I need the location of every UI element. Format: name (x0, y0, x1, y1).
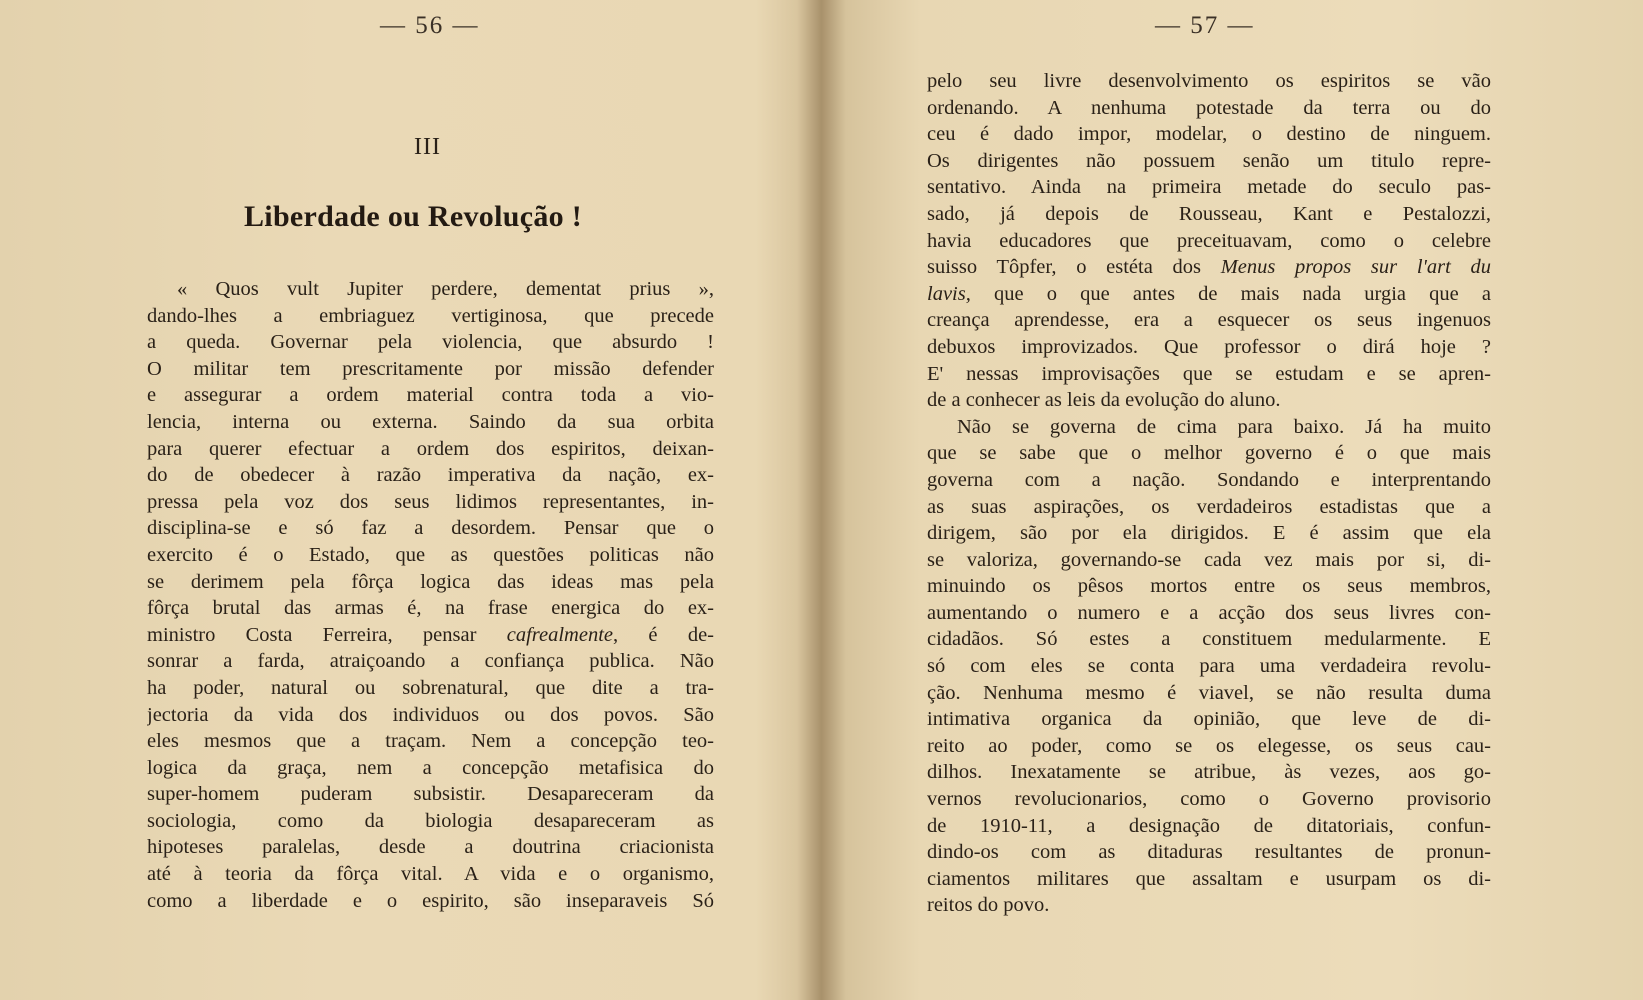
text-line-with-italic (927, 254, 1491, 281)
chapter-title: Liberdade ou Revolução ! (244, 200, 583, 233)
text-line: reitos do povo. (927, 894, 1050, 917)
text-line: dirigem, são por ela dirigidos. E é assim que ela (927, 522, 1491, 545)
text-line: disciplina-se e só faz a desordem. Pensar que o (147, 517, 714, 540)
text-line: reito ao poder, como se os elegesse, os seus cau- (927, 734, 1491, 757)
text-line: se derimem pela fôrça logica das ideas mas pela (147, 570, 714, 593)
text-line: as suas aspirações, os verdadeiros estadistas que a (927, 495, 1491, 518)
text-line: ciamentos militares que assaltam e usurpam os di- (927, 867, 1491, 890)
italic-title: Menus propos sur l'art du (1220, 256, 1491, 279)
text-line: lencia, interna ou externa. Saindo da sua orbita (147, 410, 714, 433)
text-line: até à teoria da fôrça vital. A vida e o organismo, (147, 863, 714, 886)
text-line: Os dirigentes não possuem senão um titulo repre- (927, 149, 1491, 172)
text-line: ceu é dado impor, modelar, o destino de ninguem. (927, 123, 1491, 146)
text-line: intimativa organica da opinião, que leve de di- (927, 708, 1491, 731)
left-page (0, 0, 818, 1000)
page-number-left: — 56 — (380, 12, 480, 39)
text-line: cidadãos. Só estes a constituem medularmente. E (927, 628, 1491, 651)
text-line: para querer efectuar a ordem dos espiritos, deixan- (147, 437, 714, 460)
right-page (825, 0, 1643, 1000)
text-line: e assegurar a ordem material contra toda a vio- (147, 384, 714, 407)
text-line: jectoria da vida dos individuos ou dos povos. São (147, 703, 714, 726)
left-body-text (147, 276, 714, 914)
text-line: dilhos. Inexatamente se atribue, às vezes, aos go- (927, 761, 1491, 784)
text-line-with-italic (147, 622, 714, 649)
text-line: que se sabe que o melhor governo é o que mais (927, 442, 1491, 465)
text-line: sonrar a farda, atraiçoando a confiança publica. Não (147, 650, 714, 673)
text-line: de a conhecer as leis da evolução do aluno. (927, 389, 1281, 412)
text-line: eles mesmos que a traçam. Nem a concepção teo- (147, 730, 714, 753)
italic-word: cafrealmente (506, 623, 613, 646)
italic-title-end: lavis, (927, 282, 971, 305)
text-line: sado, já depois de Rousseau, Kant e Pestalozzi, (927, 202, 1491, 225)
right-body-text (927, 68, 1491, 919)
text-line: sociologia, como da biologia desapareceram as (147, 809, 714, 832)
text-line: creança aprendesse, era a esquecer os seus ingenuos (927, 309, 1491, 332)
text-line: aumentando o numero e a acção dos seus livres con- (927, 601, 1491, 624)
text-segment: , é de- (613, 623, 714, 646)
text-line: de 1910-11, a designação de ditatoriais, confun- (927, 814, 1491, 837)
text-line: a queda. Governar pela violencia, que absurdo ! (147, 331, 714, 354)
text-line: fôrça brutal das armas é, na frase energica do ex- (147, 597, 714, 620)
text-segment: suisso Tôpfer, o estéta dos (927, 256, 1201, 279)
text-line-with-italic (927, 281, 1491, 308)
text-line: vernos revolucionarios, como o Governo provisorio (927, 788, 1491, 811)
page-number-right: — 57 — (1155, 12, 1255, 39)
text-line: Não se governa de cima para baixo. Já ha muito (957, 415, 1491, 438)
text-segment: ministro Costa Ferreira, pensar (147, 623, 477, 646)
text-line: ha poder, natural ou sobrenatural, que dite a tra- (147, 676, 714, 699)
text-segment: que o que antes de mais nada urgia que a (970, 282, 1491, 305)
text-line: se valoriza, governando-se cada vez mais por si, di- (927, 548, 1491, 571)
text-line: exercito é o Estado, que as questões politicas não (147, 543, 714, 566)
text-line: super-homem puderam subsistir. Desapareceram da (147, 783, 714, 806)
text-line: hipoteses paralelas, desde a doutrina criacionista (147, 836, 714, 859)
text-line: dando-lhes a embriaguez vertiginosa, que precede (147, 304, 714, 327)
text-line: O militar tem prescritamente por missão defender (147, 357, 714, 380)
text-line: do de obedecer à razão imperativa da nação, ex- (147, 464, 714, 487)
text-line: minuindo os pêsos mortos entre os seus membros, (927, 575, 1491, 598)
chapter-number: III (414, 134, 441, 160)
text-line: dindo-os com as ditaduras resultantes de pronun- (927, 841, 1491, 864)
text-line: « Quos vult Jupiter perdere, dementat prius », (177, 278, 714, 300)
text-line: ção. Nenhuma mesmo é viavel, se não resulta duma (927, 681, 1491, 704)
text-line: pressa pela voz dos seus lidimos representantes, in- (147, 490, 714, 513)
text-line: como a liberdade e o espirito, são inseparaveis Só (147, 889, 714, 912)
text-line: havia educadores que preceituavam, como o celebre (927, 229, 1491, 252)
text-line: ordenando. A nenhuma potestade da terra ou do (927, 96, 1491, 119)
text-line: pelo seu livre desenvolvimento os espiritos se vão (927, 70, 1491, 92)
text-line: governa com a nação. Sondando e interprentando (927, 468, 1491, 491)
text-line: E' nessas improvisações que se estudam e se apren- (927, 362, 1491, 385)
text-line: logica da graça, nem a concepção metafisica do (147, 756, 714, 779)
text-line: debuxos improvizados. Que professor o dirá hoje ? (927, 335, 1491, 358)
text-line: só com eles se conta para uma verdadeira revolu- (927, 655, 1491, 678)
text-line: sentativo. Ainda na primeira metade do seculo pas- (927, 176, 1491, 199)
